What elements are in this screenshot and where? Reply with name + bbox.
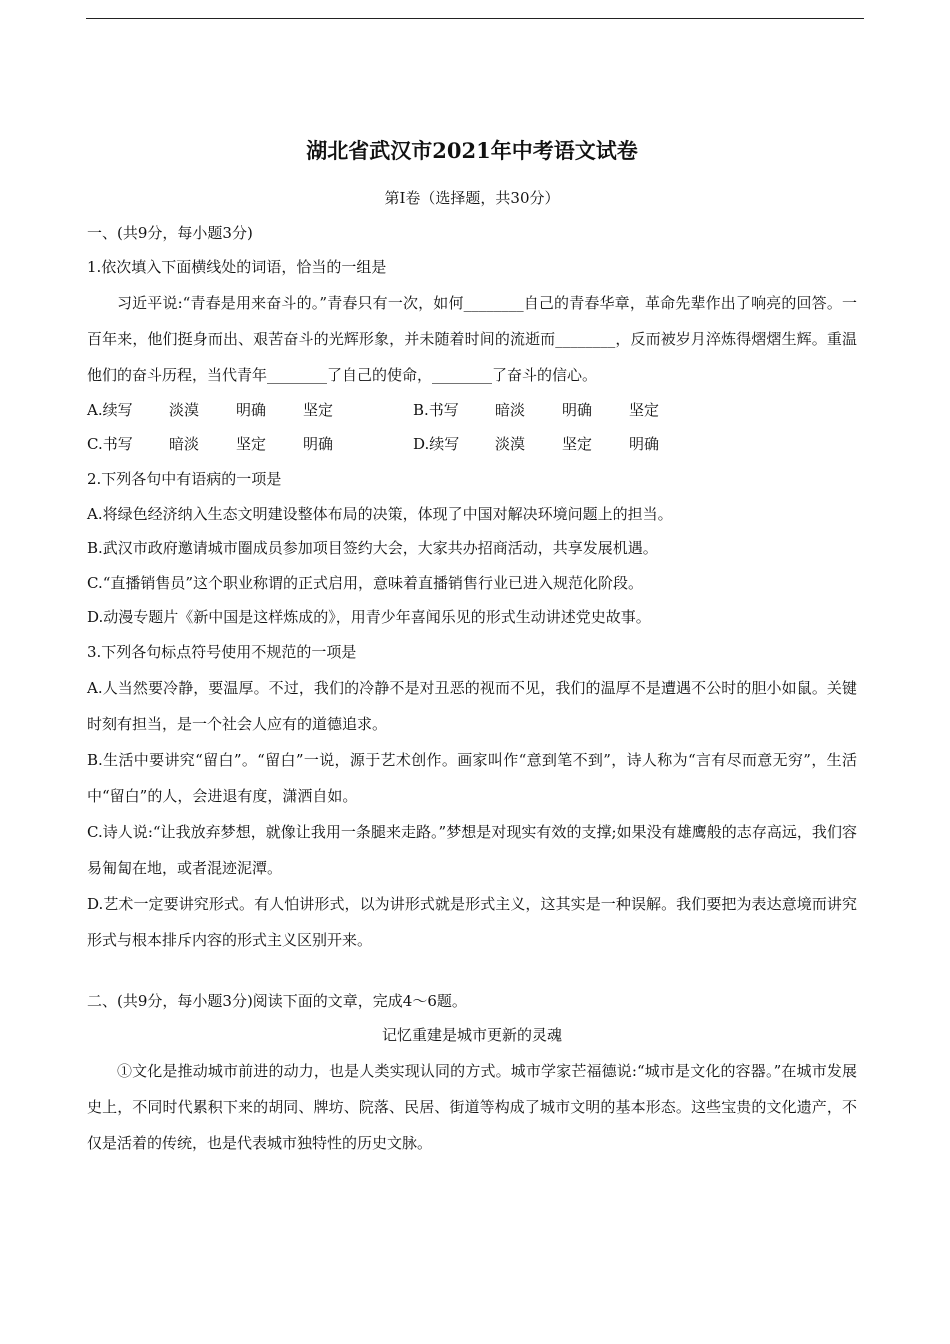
q3-option-b[interactable]: B.生活中要讲究“留白”。“留白”一说，源于艺术创作。画家叫作“意到笔不到”，诗人称为“言有尽而意无穷”，生活中“留白”的人，会进退有度，潇洒自如。 — [87, 750, 857, 805]
section1-heading: 一、(共9分，每小题3分) — [87, 223, 253, 242]
option-word: 坚定 — [236, 435, 267, 454]
option-label: A.续写 — [87, 400, 133, 419]
option-word: 坚定 — [562, 435, 593, 454]
option-word: 淡漠 — [495, 435, 526, 454]
option-label: B.书写 — [413, 400, 459, 419]
q1-options-row1 — [87, 393, 857, 428]
q1-option-c[interactable] — [87, 427, 413, 462]
q3-stem: 3.下列各句标点符号使用不规范的一项是 — [87, 642, 357, 661]
option-word: 暗淡 — [495, 400, 526, 419]
page-title: 湖北省武汉市2021年中考语文试卷 — [306, 138, 638, 163]
q1-stem: 1.依次填入下面横线处的词语，恰当的一组是 — [87, 258, 387, 277]
q1-option-a[interactable] — [87, 393, 413, 428]
section2-heading: 二、(共9分，每小题3分)阅读下面的文章，完成4～6题。 — [87, 991, 467, 1010]
option-word: 淡漠 — [169, 400, 200, 419]
q3-option-d[interactable]: D.艺术一定要讲究形式。有人怕讲形式，以为讲形式就是形式主义，这其实是一种误解。我们要把为表达意境而讲究形式与根本排斥内容的形式主义区别开来。 — [87, 894, 857, 949]
option-word: 坚定 — [629, 400, 660, 419]
option-word: 明确 — [629, 435, 660, 454]
option-word: 明确 — [236, 400, 267, 419]
option-word: 明确 — [562, 400, 593, 419]
top-rule — [86, 18, 864, 19]
volume-heading: 第Ⅰ卷（选择题，共30分） — [384, 189, 560, 207]
option-label: D.续写 — [413, 435, 460, 454]
q2-option-b[interactable]: B.武汉市政府邀请城市圈成员参加项目签约大会，大家共办招商活动，共享发展机遇。 — [87, 539, 658, 558]
q2-option-a[interactable]: A.将绿色经济纳入生态文明建设整体布局的决策，体现了中国对解决环境问题上的担当。 — [87, 504, 673, 523]
option-word: 明确 — [303, 435, 334, 454]
q2-option-d[interactable]: D.动漫专题片《新中国是这样炼成的》，用青少年喜闻乐见的形式生动讲述党史故事。 — [87, 608, 651, 627]
q1-option-d[interactable] — [413, 427, 739, 462]
content — [87, 133, 857, 1161]
option-label: C.书写 — [87, 435, 133, 454]
q1-passage: 习近平说:“青春是用来奋斗的。”青春只有一次，如何________自己的青春华章，革命先辈作出了响亮的回答。一百年来，他们挺身而出、艰苦奋斗的光辉形象，并未随着时间的流逝而________，反而被岁月淬炼得熠熠生辉。重温他们的奋斗历程，当代青年________了自己的使命，________了奋斗的信心。 — [87, 293, 857, 384]
option-word: 暗淡 — [169, 435, 200, 454]
section-gap — [87, 958, 857, 984]
article-paragraph-1: ①文化是推动城市前进的动力，也是人类实现认同的方式。城市学家芒福德说:“城市是文化的容器。”在城市发展史上，不同时代累积下来的胡同、牌坊、院落、民居、街道等构成了城市文明的基本形态。这些宝贵的文化遗产，不仅是活着的传统，也是代表城市独特性的历史文脉。 — [87, 1061, 857, 1152]
q1-options-row2 — [87, 427, 857, 462]
q3-option-a[interactable]: A.人当然要冷静，要温厚。不过，我们的冷静不是对丑恶的视而不见，我们的温厚不是遭遇不公时的胆小如鼠。关键时刻有担当，是一个社会人应有的道德追求。 — [87, 678, 857, 733]
article-title: 记忆重建是城市更新的灵魂 — [381, 1026, 562, 1045]
q1-option-b[interactable] — [413, 393, 739, 428]
option-word: 坚定 — [303, 400, 334, 419]
q3-option-c[interactable]: C.诗人说:“让我放弃梦想，就像让我用一条腿来走路。”梦想是对现实有效的支撑;如果没有雄鹰般的志存高远，我们容易匍匐在地，或者混迹泥潭。 — [87, 822, 857, 877]
q2-stem: 2.下列各句中有语病的一项是 — [87, 469, 282, 488]
q2-option-c[interactable]: C.“直播销售员”这个职业称谓的正式启用，意味着直播销售行业已进入规范化阶段。 — [87, 573, 644, 592]
